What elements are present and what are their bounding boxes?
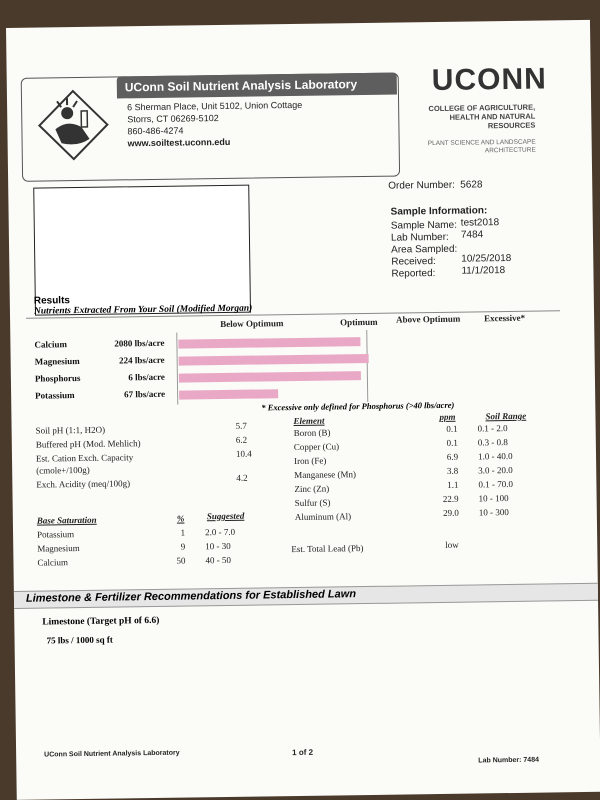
area-sampled-label: Area Sampled: [391,243,458,256]
element-name: Sulfur (S) [294,497,331,509]
element-ppm: 3.8 [446,465,459,476]
nutrients-subheading: Nutrients Extracted From Your Soil (Modified Morgan) [33,303,253,317]
lab-number-label: Lab Number: [390,231,449,244]
order-number-label: Order Number: [388,179,456,192]
buffered-ph-value: 6.2 [235,434,248,445]
lab-phone: 860-486-4274 [127,125,184,137]
col-optimum: Optimum [340,316,378,328]
received-value: 10/25/2018 [461,252,512,265]
element-name: Manganese (Mn) [294,469,357,481]
element-name: Iron (Fe) [294,455,327,467]
department-line1: PLANT SCIENCE AND LANDSCAPE [427,138,536,148]
element-soil-range: 10 - 300 [478,507,509,518]
base-suggested: 40 - 50 [205,554,232,566]
college-line1: COLLEGE OF AGRICULTURE, [428,102,536,114]
cec-units: (cmole+/100g) [36,464,90,476]
nutrient-name: Calcium [34,339,67,350]
nutrient-level-bar [179,371,361,383]
nutrient-name: Magnesium [34,356,80,367]
base-percent: 1 [180,527,186,538]
element-name: Boron (B) [293,427,331,439]
soil-range-header: Soil Range [485,410,527,422]
element-soil-range: 0.1 - 2.0 [477,423,508,434]
acidity-value: 4.2 [236,472,248,483]
percent-header: % [176,513,185,524]
department-name [428,139,536,157]
footer-page-number: 1 of 2 [292,747,314,758]
element-ppm: 1.1 [447,479,459,490]
college-line3: RESOURCES [487,120,536,131]
college-name [428,103,535,131]
footer-lab-number: Lab Number: 7484 [478,756,540,765]
base-name: Magnesium [37,543,80,554]
college-line2: HEALTH AND NATURAL [449,111,536,122]
base-name: Potassium [37,529,75,540]
lead-value: low [445,539,459,550]
footer-lab-name: UConn Soil Nutrient Analysis Laboratory [44,749,180,759]
element-ppm: 29.0 [442,507,459,518]
element-soil-range: 0.3 - 0.8 [477,437,508,448]
col-above-optimum: Above Optimum [396,313,461,325]
reported-value: 11/1/2018 [461,265,506,277]
cec-label: Est. Cation Exch. Capacity [35,452,134,464]
base-percent: 9 [180,541,186,552]
base-suggested: 2.0 - 7.0 [204,526,236,538]
nutrient-value: 224 lbs/acre [118,354,165,366]
lab-website: www.soiltest.uconn.edu [127,136,231,149]
element-soil-range: 3.0 - 20.0 [478,464,513,476]
element-ppm: 22.9 [442,493,459,504]
sample-info-heading: Sample Information: [390,205,488,218]
element-soil-range: 10 - 100 [478,493,509,504]
lab-address-line1: 6 Sherman Place, Unit 5102, Union Cottage [127,99,303,113]
order-number-value: 5628 [460,179,483,191]
element-soil-range: 1.0 - 40.0 [477,450,513,462]
element-header: Element [293,415,325,427]
element-name: Zinc (Zn) [294,483,330,495]
department-line2: ARCHITECTURE [484,146,536,155]
received-label: Received: [391,256,436,268]
limestone-amount: 75 lbs / 1000 sq ft [46,634,113,646]
nutrient-level-bar [179,354,369,366]
element-soil-range: 0.1 - 70.0 [478,478,513,490]
col-excessive: Excessive* [484,312,526,324]
element-ppm: 0.1 [446,423,458,434]
nutrient-level-bar [179,389,278,399]
nutrient-value: 67 lbs/acre [123,388,166,400]
excessive-note: * Excessive only defined for Phosphorus (>40 lbs/acre) [261,399,455,413]
ppm-header: ppm [439,411,456,422]
sample-name-label: Sample Name: [390,219,458,232]
reported-label: Reported: [391,268,436,280]
soil-ph-value: 5.7 [235,420,247,431]
soil-ph-label: Soil pH (1:1, H2O) [35,424,106,436]
element-ppm: 0.1 [446,437,458,448]
suggested-header: Suggested [206,510,245,522]
element-name: Copper (Cu) [293,441,340,453]
base-saturation-header: Base Saturation [36,514,97,526]
nutrient-value: 6 lbs/acre [128,371,165,383]
col-below-optimum: Below Optimum [220,318,284,330]
lab-name: UConn Soil Nutrient Analysis Laboratory [124,77,358,95]
report-page [6,20,600,800]
base-name: Calcium [37,557,69,568]
uconn-logo: UCONN [431,62,547,98]
lab-address-line2: Storrs, CT 06269-5102 [127,113,219,125]
soil-lab-logo-icon [37,89,110,162]
buffered-ph-label: Buffered pH (Mod. Mehlich) [35,438,141,450]
lab-number-value: 7484 [460,229,484,241]
recommendations-title: Limestone & Fertilizer Recommendations for Established Lawn [25,588,357,605]
cec-value: 10.4 [235,448,252,459]
acidity-label: Exch. Acidity (meq/100g) [36,478,131,490]
results-heading: Results [33,295,71,307]
nutrient-value: 2080 lbs/acre [114,337,165,349]
grid-line-2 [366,330,368,402]
nutrient-level-bar [178,337,360,349]
base-suggested: 10 - 30 [205,540,231,552]
lead-label: Est. Total Lead (Pb) [291,543,364,555]
limestone-target: Limestone (Target pH of 6.6) [42,615,160,628]
sample-name-value: test2018 [460,217,500,229]
base-percent: 50 [176,555,186,566]
nutrient-name: Phosphorus [34,372,81,384]
element-name: Aluminum (Al) [294,511,352,523]
nutrient-name: Potassium [35,390,75,401]
element-ppm: 6.9 [446,451,459,462]
